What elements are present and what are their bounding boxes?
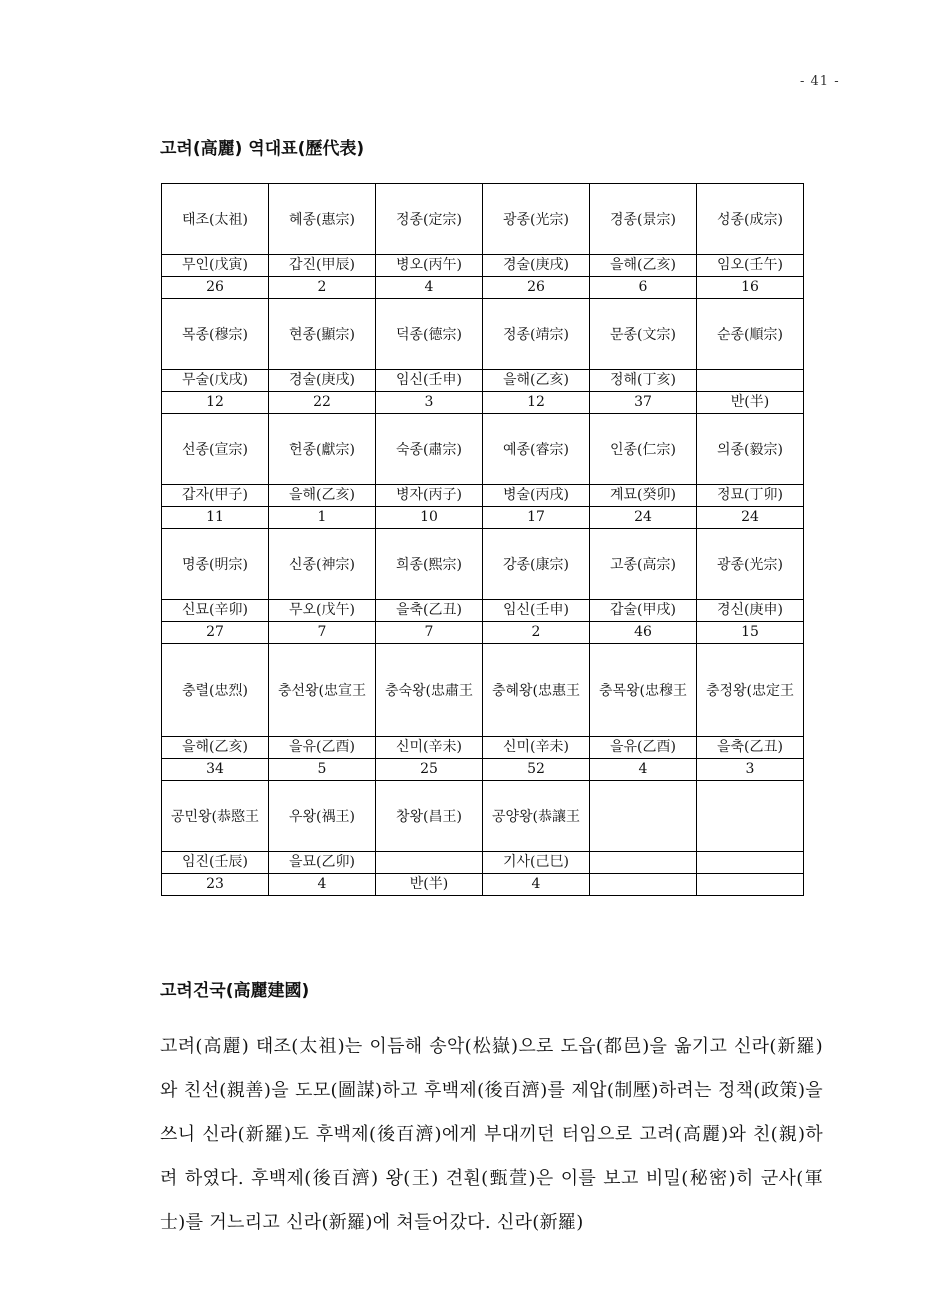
accession-year-cell: 정묘(丁卯) xyxy=(697,485,804,507)
table-row xyxy=(162,414,804,485)
reign-length-cell: 16 xyxy=(697,277,804,299)
table-row xyxy=(162,781,804,852)
table-row xyxy=(162,507,804,529)
accession-year-cell: 기사(己巳) xyxy=(483,852,590,874)
reign-length-cell: 17 xyxy=(483,507,590,529)
reign-length-cell: 7 xyxy=(269,622,376,644)
accession-year-cell: 신미(辛未) xyxy=(376,737,483,759)
table-row xyxy=(162,600,804,622)
accession-year-cell: 경신(庚申) xyxy=(697,600,804,622)
reign-name-cell: 공양왕(恭讓王 xyxy=(483,781,590,852)
reign-length-cell: 26 xyxy=(162,277,269,299)
reign-name-cell: 충숙왕(忠肅王 xyxy=(376,644,483,737)
accession-year-cell: 갑진(甲辰) xyxy=(269,255,376,277)
reign-name-cell: 희종(熙宗) xyxy=(376,529,483,600)
reign-name-cell: 예종(睿宗) xyxy=(483,414,590,485)
accession-year-cell: 무인(戊寅) xyxy=(162,255,269,277)
reign-name-cell: 신종(神宗) xyxy=(269,529,376,600)
reign-name-cell: 목종(穆宗) xyxy=(162,299,269,370)
reign-length-cell: 반(半) xyxy=(376,874,483,896)
reign-length-cell: 11 xyxy=(162,507,269,529)
reign-name-cell: 창왕(昌王) xyxy=(376,781,483,852)
table-row xyxy=(162,485,804,507)
table-row xyxy=(162,255,804,277)
reign-length-cell: 4 xyxy=(590,759,697,781)
reign-name-cell: 강종(康宗) xyxy=(483,529,590,600)
reign-length-cell: 4 xyxy=(483,874,590,896)
reign-length-cell xyxy=(697,874,804,896)
accession-year-cell: 을해(乙亥) xyxy=(483,370,590,392)
table-row xyxy=(162,874,804,896)
table-row xyxy=(162,622,804,644)
reign-name-cell: 의종(毅宗) xyxy=(697,414,804,485)
reign-name-cell: 덕종(德宗) xyxy=(376,299,483,370)
reign-name-cell: 광종(光宗) xyxy=(697,529,804,600)
accession-year-cell: 갑술(甲戌) xyxy=(590,600,697,622)
reign-name-cell: 충선왕(忠宣王 xyxy=(269,644,376,737)
table-row xyxy=(162,392,804,414)
reign-length-cell: 6 xyxy=(590,277,697,299)
accession-year-cell: 을축(乙丑) xyxy=(376,600,483,622)
reign-name-cell: 현종(顯宗) xyxy=(269,299,376,370)
reign-length-cell: 37 xyxy=(590,392,697,414)
accession-year-cell xyxy=(697,852,804,874)
reign-length-cell: 24 xyxy=(590,507,697,529)
reign-length-cell: 52 xyxy=(483,759,590,781)
page-number: - 41 - xyxy=(800,74,840,89)
accession-year-cell: 을묘(乙卯) xyxy=(269,852,376,874)
accession-year-cell: 을해(乙亥) xyxy=(162,737,269,759)
table-row xyxy=(162,737,804,759)
reign-name-cell: 숙종(肅宗) xyxy=(376,414,483,485)
reign-table-title: 고려(高麗) 역대표(歷代表) xyxy=(160,139,365,159)
accession-year-cell: 임신(壬申) xyxy=(376,370,483,392)
table-row xyxy=(162,370,804,392)
founding-section-title: 고려건국(高麗建國) xyxy=(160,981,310,1001)
accession-year-cell: 신묘(辛卯) xyxy=(162,600,269,622)
reign-name-cell: 경종(景宗) xyxy=(590,184,697,255)
accession-year-cell: 병오(丙午) xyxy=(376,255,483,277)
accession-year-cell: 정해(丁亥) xyxy=(590,370,697,392)
table-row xyxy=(162,184,804,255)
reign-name-cell: 순종(順宗) xyxy=(697,299,804,370)
table-row xyxy=(162,759,804,781)
reign-length-cell: 5 xyxy=(269,759,376,781)
reign-length-cell: 4 xyxy=(269,874,376,896)
table-row xyxy=(162,277,804,299)
reign-length-cell: 24 xyxy=(697,507,804,529)
accession-year-cell: 병술(丙戌) xyxy=(483,485,590,507)
table-row xyxy=(162,529,804,600)
accession-year-cell: 경술(庚戌) xyxy=(269,370,376,392)
accession-year-cell: 을유(乙酉) xyxy=(269,737,376,759)
accession-year-cell xyxy=(376,852,483,874)
accession-year-cell xyxy=(697,370,804,392)
reign-length-cell: 1 xyxy=(269,507,376,529)
accession-year-cell: 을해(乙亥) xyxy=(590,255,697,277)
reign-name-cell: 성종(成宗) xyxy=(697,184,804,255)
accession-year-cell: 갑자(甲子) xyxy=(162,485,269,507)
accession-year-cell: 을유(乙酉) xyxy=(590,737,697,759)
reign-name-cell: 충정왕(忠定王 xyxy=(697,644,804,737)
reign-name-cell: 충혜왕(忠惠王 xyxy=(483,644,590,737)
reign-length-cell: 34 xyxy=(162,759,269,781)
reign-name-cell xyxy=(590,781,697,852)
reign-length-cell: 12 xyxy=(162,392,269,414)
reign-name-cell: 헌종(獻宗) xyxy=(269,414,376,485)
accession-year-cell: 을축(乙丑) xyxy=(697,737,804,759)
reign-length-cell: 2 xyxy=(269,277,376,299)
reign-name-cell: 고종(高宗) xyxy=(590,529,697,600)
reign-name-cell xyxy=(697,781,804,852)
reign-name-cell: 문종(文宗) xyxy=(590,299,697,370)
reign-length-cell: 4 xyxy=(376,277,483,299)
reign-length-cell: 7 xyxy=(376,622,483,644)
reign-length-cell: 3 xyxy=(376,392,483,414)
accession-year-cell: 병자(丙子) xyxy=(376,485,483,507)
reign-name-cell: 광종(光宗) xyxy=(483,184,590,255)
reign-name-cell: 충렬(忠烈) xyxy=(162,644,269,737)
reign-length-cell: 2 xyxy=(483,622,590,644)
accession-year-cell: 무오(戊午) xyxy=(269,600,376,622)
table-row xyxy=(162,644,804,737)
founding-paragraph: 고려(高麗) 태조(太祖)는 이듬해 송악(松嶽)으로 도읍(都邑)을 옮기고 신라(新羅)와 친선(親善)을 도모(圖謀)하고 후백제(後百濟)를 제압(制壓)하려는 정책(政策)을 쓰니 신라(新羅)도 후백제(後百濟)에게 부대끼던 터임으로 고려(高麗)와 친(親)하려 하였다. 후백제(後百濟) 왕(王) 견훤(甄萱)은 이를 보고 비밀(秘密)히 군사(軍士)를 거느리고 신라(新羅)에 쳐들어갔다. 신라(新羅) xyxy=(160,1036,823,1233)
reign-name-cell: 혜종(惠宗) xyxy=(269,184,376,255)
reign-length-cell: 22 xyxy=(269,392,376,414)
reign-length-cell: 12 xyxy=(483,392,590,414)
table-row xyxy=(162,299,804,370)
reign-length-cell: 10 xyxy=(376,507,483,529)
reign-name-cell: 우왕(禑王) xyxy=(269,781,376,852)
reign-name-cell: 충목왕(忠穆王 xyxy=(590,644,697,737)
reign-length-cell: 3 xyxy=(697,759,804,781)
reign-length-cell: 반(半) xyxy=(697,392,804,414)
reign-name-cell: 명종(明宗) xyxy=(162,529,269,600)
accession-year-cell: 임진(壬辰) xyxy=(162,852,269,874)
reign-name-cell: 태조(太祖) xyxy=(162,184,269,255)
reign-length-cell: 46 xyxy=(590,622,697,644)
reign-table xyxy=(161,183,804,896)
reign-length-cell: 26 xyxy=(483,277,590,299)
reign-name-cell: 공민왕(恭愍王 xyxy=(162,781,269,852)
reign-length-cell: 23 xyxy=(162,874,269,896)
reign-name-cell: 선종(宣宗) xyxy=(162,414,269,485)
reign-length-cell xyxy=(590,874,697,896)
reign-length-cell: 15 xyxy=(697,622,804,644)
reign-name-cell: 인종(仁宗) xyxy=(590,414,697,485)
accession-year-cell: 임오(壬午) xyxy=(697,255,804,277)
accession-year-cell: 신미(辛未) xyxy=(483,737,590,759)
reign-name-cell: 정종(定宗) xyxy=(376,184,483,255)
accession-year-cell: 임신(壬申) xyxy=(483,600,590,622)
accession-year-cell xyxy=(590,852,697,874)
accession-year-cell: 을해(乙亥) xyxy=(269,485,376,507)
accession-year-cell: 경술(庚戌) xyxy=(483,255,590,277)
accession-year-cell: 계묘(癸卯) xyxy=(590,485,697,507)
reign-length-cell: 27 xyxy=(162,622,269,644)
table-row xyxy=(162,852,804,874)
reign-name-cell: 정종(靖宗) xyxy=(483,299,590,370)
accession-year-cell: 무술(戊戌) xyxy=(162,370,269,392)
reign-length-cell: 25 xyxy=(376,759,483,781)
